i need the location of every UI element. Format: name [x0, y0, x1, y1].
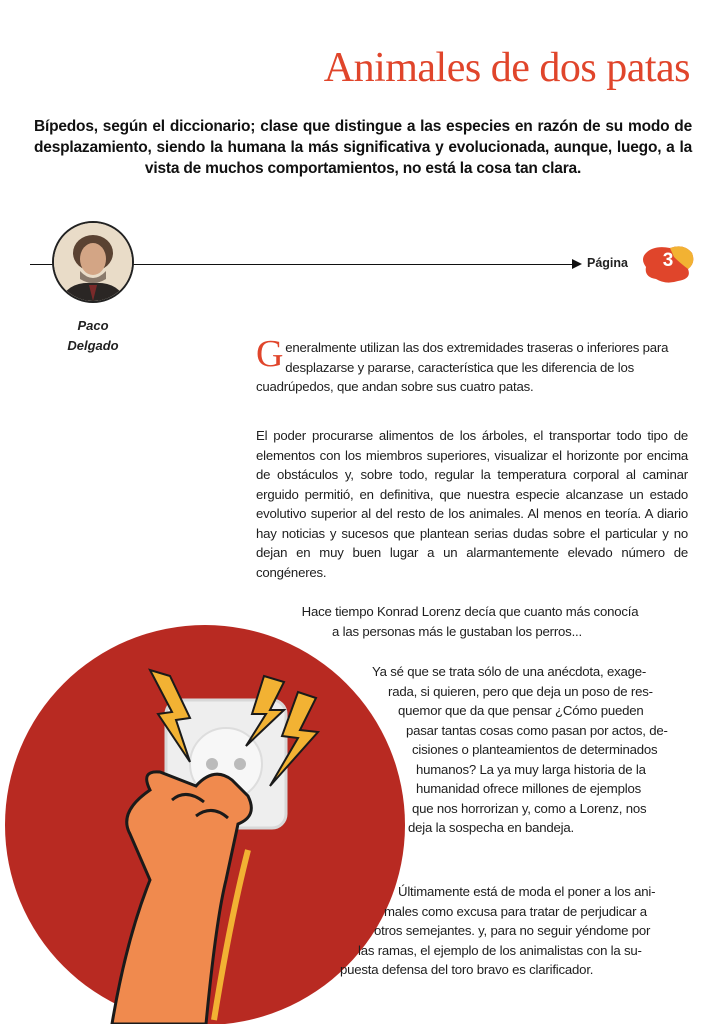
text-line: quemor que da que pensar ¿Cómo pueden [398, 703, 644, 718]
text-line: rada, si quieren, pero que deja un poso de res- [388, 683, 653, 699]
author-last-name: Delgado [67, 338, 119, 353]
page-number: 3 [662, 250, 674, 271]
author-name [50, 316, 136, 356]
text-line: humanos? La ya muy larga historia de la [416, 761, 646, 777]
paragraph-1-text: eneralmente utilizan las dos extremidades traseras o inferiores para desplazarse y pararse, característica que les diferencia de los cuadrúpedos, que andan sobre sus cuatro patas. [256, 340, 669, 394]
article-paragraph-5 [340, 882, 695, 980]
text-line: pasar tantas cosas como pasan por actos, de- [406, 722, 668, 738]
text-line: Hace tiempo Konrad Lorenz decía que cuanto más conocía [301, 604, 639, 619]
text-line: cisiones o planteamientos de determinados [412, 742, 658, 757]
page-label: Página [587, 256, 628, 270]
text-line: puesta defensa del toro bravo es clarificador. [340, 962, 594, 977]
text-line: deja la sospecha en bandeja. [408, 820, 574, 835]
text-line: Últimamente está de moda el poner a los ani- [398, 884, 656, 899]
text-line: males como excusa para tratar de perjudicar a [384, 903, 647, 919]
text-line: a las personas más le gustaban los perros... [332, 623, 582, 639]
author-avatar [52, 221, 134, 303]
text-line: que nos horrorizan y, como a Lorenz, nos [412, 800, 647, 816]
article-paragraph-2: El poder procurarse alimentos de los árboles, el transportar todo tipo de elementos con los miembros superiores, visualizar el horizonte por encima de obstáculos y, sobre todo, regular la temperatura corporal al caminar erguido permitió, en definitiva, que nuestra especie alcanzase un estado evolutivo superior al del resto de los animales. Al menos en teoría. A diario hay noticias y sucesos que plantean serias dudas sobre el particular y no dejan en muy buen lugar a un alarmantemente elevado número de congéneres. [256, 428, 688, 580]
article-subtitle: Bípedos, según el diccionario; clase que distingue a las especies en razón de su modo de desplazamiento, siendo la humana la más significativa y evolucionada, aunque, luego, a la vista de muchos comportamientos, no está la cosa tan clara. [34, 118, 692, 177]
author-first-name: Paco [77, 318, 109, 333]
text-line: las ramas, el ejemplo de los animalistas con la su- [358, 942, 642, 958]
text-line: Ya sé que se trata sólo de una anécdota, exage- [372, 664, 647, 679]
article-paragraph-3 [300, 602, 640, 641]
text-line: otros semejantes. y, para no seguir yéndome por [374, 923, 651, 938]
text-line: humanidad ofrece millones de ejemplos [416, 781, 641, 796]
article-paragraph-4 [360, 662, 695, 838]
article-paragraph-1 [256, 333, 688, 397]
article-title: Animales de dos patas [323, 45, 690, 91]
dropcap: G [256, 333, 284, 375]
arrow-icon [572, 259, 582, 269]
